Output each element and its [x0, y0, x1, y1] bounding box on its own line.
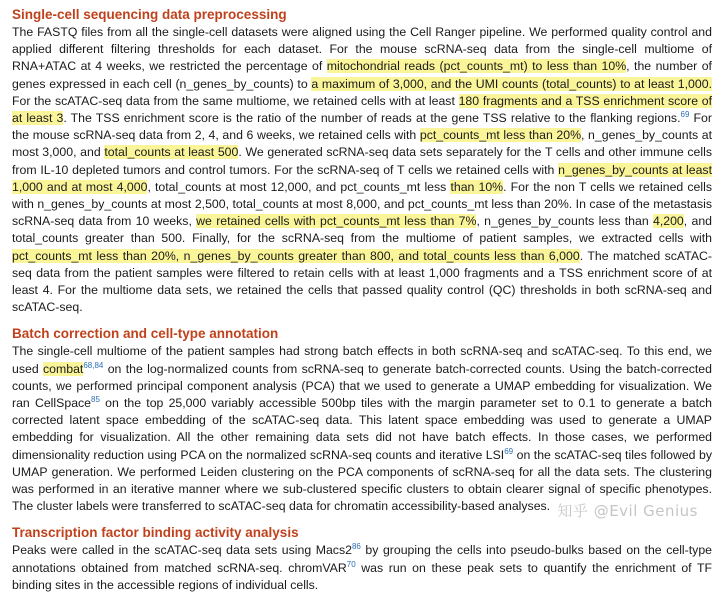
text-run: , the number of genes expressed in each cell (n_genes_by_counts) to	[12, 59, 712, 91]
citation-superscript[interactable]: 70	[346, 559, 356, 569]
citation-superscript[interactable]: 86	[351, 542, 361, 552]
highlighted-text: combat	[43, 361, 84, 376]
text-run: . The matched scATAC-seq data from the patient samples were filtered to retain cells with at least 1,000 fragments and a TSS enrichment score of at least 4. For the multiome data sets, we retained the cells that passed quality control (QC) thresholds in both scRNA-seq and scATAC-seq.	[12, 248, 712, 315]
text-run: , n_genes_by_counts less than	[476, 214, 653, 229]
section-heading-batch-correction: Batch correction and cell-type annotation	[12, 326, 279, 342]
text-run: For the mouse scRNA-seq data from 2, 4, and 6 weeks, we retained cells with	[12, 111, 712, 143]
paragraph-batch-correction	[12, 343, 712, 515]
text-run: . We generated scRNA-seq data sets separately for the T cells and other immune cells from IL-10 depleted tumors and control tumors. For the scRNA-seq of T cells we retained cells with	[12, 145, 713, 177]
highlighted-text: we retained cells with pct_counts_mt less than 7%	[196, 214, 477, 229]
highlighted-text: than 10%	[450, 179, 504, 194]
text-run: on the scATAC-seq tiles followed by UMAP generation. We performed Leiden clustering on the PCA components of scRNA-seq for all the data sets. The clustering was performed in an iterative manner where we sub-clustered specific clusters to obtain clearer signal of specific phenotypes. The cluster labels were transferred to scATAC-seq data for chromatin accessibility-based analyses.	[12, 447, 712, 514]
highlighted-text: 4,200	[652, 214, 684, 229]
highlighted-text: a maximum of 3,000, and the UMI counts (total_counts) to at least 1,000.	[311, 76, 712, 91]
text-run: . For the non T cells we retained cells with n_genes_by_counts at most 2,500, total_counts at most 8,000, and pct_counts_mt less than 20%. In case of the metastasis scRNA-seq data from 10 weeks,	[12, 179, 712, 229]
text-run: on the top 25,000 variably accessible 500bp tiles with the margin parameter set to 0.1 to generate a batch corrected latent space embedding of the scATAC-seq data. This latent space embedding was used to generate a UMAP embedding for visualization. All the other remaining data sets did not have batch effects. In those cases, we performed dimensionality reduction using PCA on the normalized scRNA-seq counts and iterative LSI	[12, 396, 713, 462]
paragraph-preprocessing	[12, 24, 712, 316]
text-run: . The TSS enrichment score is the ratio of the number of reads at the gene TSS relative to the flanking regions.	[63, 111, 681, 126]
text-run: , total_counts at most 12,000, and pct_counts_mt less	[147, 179, 451, 194]
text-run: was run on these peak sets to quantify the enrichment of TF binding sites in the accessible regions of individual cells.	[12, 560, 712, 592]
watermark: 知乎 @Evil Genius	[557, 502, 698, 520]
highlighted-text: n_genes_by_counts at least 1,000 and at most 4,000	[12, 162, 712, 194]
text-run: For the scATAC-seq data from the same multiome, we retained cells with at least	[12, 93, 459, 108]
text-run: on the log-normalized counts from scRNA-seq to generate batch-corrected counts. Using the batch-corrected counts, we performed principal component analysis (PCA) that we used to generate a UMAP embedding for visualization. We ran CellSpace	[12, 361, 712, 411]
text-run: Peaks were called in the scATAC-seq data sets using Macs2	[12, 543, 352, 558]
paragraph-tf-binding	[12, 542, 712, 594]
citation-superscript[interactable]: 69	[680, 110, 690, 120]
highlighted-text: total_counts at least 500	[104, 145, 239, 160]
citation-superscript[interactable]: 85	[91, 395, 100, 405]
citation-superscript[interactable]: 68,84	[83, 360, 104, 370]
section-heading-tf-binding: Transcription factor binding activity analysis	[12, 525, 299, 541]
section-heading-preprocessing: Single-cell sequencing data preprocessing	[12, 7, 287, 22]
highlighted-text: mitochondrial reads (pct_counts_mt) to less than 10%	[326, 59, 627, 74]
text-run: The FASTQ files from all the single-cell datasets were aligned using the Cell Ranger pipeline. We performed quality control and applied different filtering thresholds for each dataset. For the mouse scRNA-seq data from the single-cell multiome of RNA+ATAC at 4 weeks, we restricted the percentage of	[12, 25, 712, 74]
highlighted-text: 180 fragments and a TSS enrichment score of at least 3	[12, 93, 712, 126]
highlighted-text: pct_counts_mt less than 20%	[419, 128, 582, 143]
text-run: The single-cell multiome of the patient samples had strong batch effects in both scRNA-seq and scATAC-seq. To this end, we used	[12, 344, 712, 376]
section-preprocessing	[12, 6, 712, 316]
text-run: by grouping the cells into pseudo-bulks based on the cell-type annotations obtained from matched scRNA-seq. chromVAR	[12, 543, 712, 575]
section-batch-correction	[12, 325, 712, 515]
text-run: , and total_counts greater than 500. Finally, for the scRNA-seq from the multiome of patient samples, we extracted cells with	[12, 214, 713, 246]
highlighted-text: pct_counts_mt less than 20%, n_genes_by_counts greater than 800, and total_counts less than 6,000	[12, 248, 580, 263]
text-run: , n_genes_by_counts at most 3,000, and	[12, 128, 712, 160]
citation-superscript[interactable]: 69	[504, 446, 514, 456]
